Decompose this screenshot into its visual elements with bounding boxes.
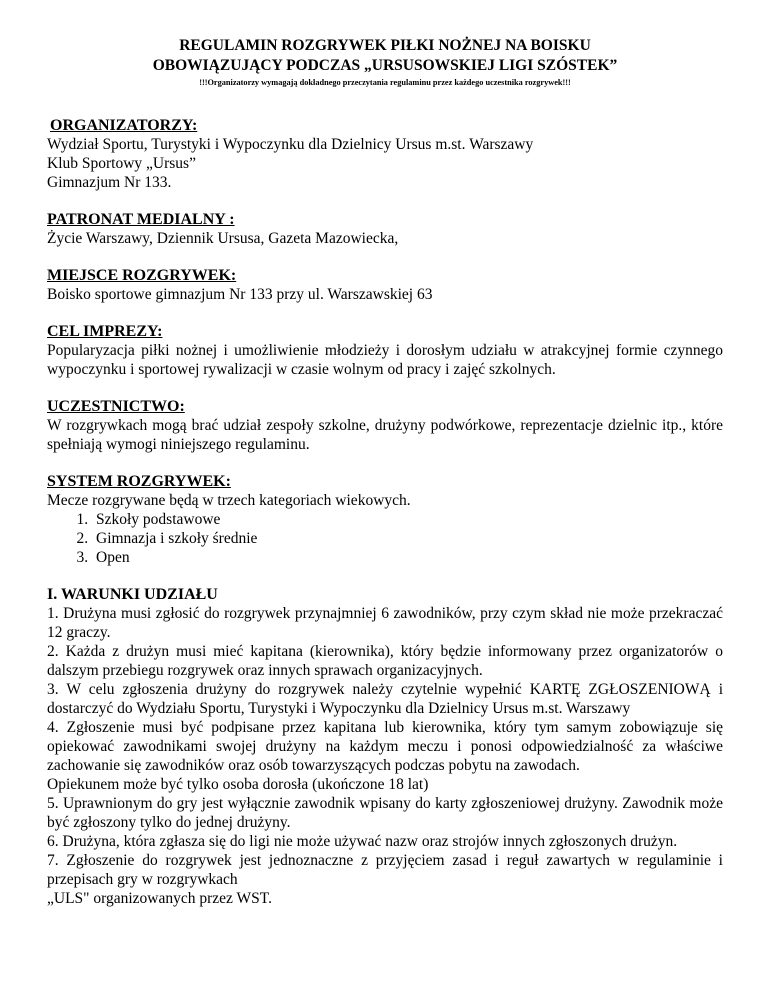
- organizer-line: Gimnazjum Nr 133.: [47, 174, 172, 191]
- condition-point: 7. Zgłoszenie do rozgrywek jest jednoznaczne z przyjęciem zasad i reguł zawartych w regulaminie i przepisach gry w rozgrywkach: [47, 852, 723, 888]
- goal-section: [47, 322, 723, 379]
- participation-heading: UCZESTNICTWO:: [47, 398, 185, 415]
- document-page: [47, 36, 723, 908]
- condition-point: 6. Drużyna, która zgłasza się do ligi nie może używać nazw oraz strojów innych zgłoszonych drużyn.: [47, 833, 678, 850]
- participation-text: W rozgrywkach mogą brać udział zespoły szkolne, drużyny podwórkowe, reprezentacje dzielnic itp., które spełniają wymogi niniejszego regulaminu.: [47, 417, 723, 453]
- goal-heading: CEL IMPREZY:: [47, 323, 163, 340]
- category-list: [47, 510, 723, 567]
- condition-point: 5. Uprawnionym do gry jest wyłącznie zawodnik wpisany do karty zgłoszeniowej drużyny. Zawodnik może być zgłoszony tylko do jednej drużyny.: [47, 795, 723, 831]
- participation-section: [47, 397, 723, 454]
- list-item: 3. Open: [92, 548, 723, 567]
- condition-point: 1. Drużyna musi zgłosić do rozgrywek przynajmniej 6 zawodników, przy czym skład nie może przekraczać 12 graczy.: [47, 605, 723, 641]
- patronage-heading: PATRONAT MEDIALNY :: [47, 211, 235, 228]
- system-heading: SYSTEM ROZGRYWEK:: [47, 473, 231, 490]
- venue-section: [47, 266, 723, 304]
- condition-point: 3. W celu zgłoszenia drużyny do rozgrywek należy czytelnie wypełnić KARTĘ ZGŁOSZENIOWĄ i dostarczyć do Wydziału Sportu, Turystyki i Wypoczynku dla Dzielnicy Ursus m.st. Warszawy: [47, 681, 723, 717]
- condition-point: 2. Każda z drużyn musi mieć kapitana (kierownika), który będzie informowany przez organizatorów o dalszym przebiegu rozgrywek oraz innych sprawach organizacyjnych.: [47, 643, 723, 679]
- conditions-section: [47, 585, 723, 908]
- condition-point: 4. Zgłoszenie musi być podpisane przez kapitana lub kierownika, który tym samym zobowiązuje się opiekować zawodnikami swojej drużyny na każdym meczu i ponosi odpowiedzialność za właściwe zachowanie się zawodników oraz osób towarzyszących podczas pobytu na zawodach.: [47, 719, 723, 774]
- reading-notice: !!!Organizatorzy wymagają dokładnego przeczytania regulaminu przez każdego uczestnika rozgrywek!!!: [199, 78, 571, 87]
- system-section: [47, 472, 723, 567]
- system-intro: Mecze rozgrywane będą w trzech kategoriach wiekowych.: [47, 492, 411, 509]
- patronage-section: [47, 210, 723, 248]
- goal-text: Popularyzacja piłki nożnej i umożliwienie młodzieży i dorosłym udziału w atrakcyjnej formie czynnego wypoczynku i sportowej rywalizacji w czasie wolnym od pracy i zajęć szkolnych.: [47, 342, 723, 378]
- organizers-section: [47, 116, 723, 192]
- condition-point: „ULS" organizowanych przez WST.: [47, 890, 272, 907]
- list-item: 2. Gimnazja i szkoły średnie: [92, 529, 723, 548]
- venue-text: Boisko sportowe gimnazjum Nr 133 przy ul. Warszawskiej 63: [47, 286, 433, 303]
- organizer-line: Klub Sportowy „Ursus”: [47, 155, 196, 172]
- organizer-line: Wydział Sportu, Turystyki i Wypoczynku dla Dzielnicy Ursus m.st. Warszawy: [47, 136, 534, 153]
- organizers-heading: ORGANIZATORZY:: [50, 117, 198, 134]
- venue-heading: MIEJSCE ROZGRYWEK:: [47, 267, 237, 284]
- condition-point: Opiekunem może być tylko osoba dorosła (ukończone 18 lat): [47, 776, 429, 793]
- document-title-line2: OBOWIĄZUJĄCY PODCZAS „URSUSOWSKIEJ LIGI SZÓSTEK”: [152, 57, 618, 74]
- conditions-heading: I. WARUNKI UDZIAŁU: [47, 586, 218, 603]
- patronage-text: Życie Warszawy, Dziennik Ursusa, Gazeta Mazowiecka,: [47, 230, 399, 247]
- list-item: 1. Szkoły podstawowe: [92, 510, 723, 529]
- document-title-line1: REGULAMIN ROZGRYWEK PIŁKI NOŻNEJ NA BOISKU: [179, 37, 591, 54]
